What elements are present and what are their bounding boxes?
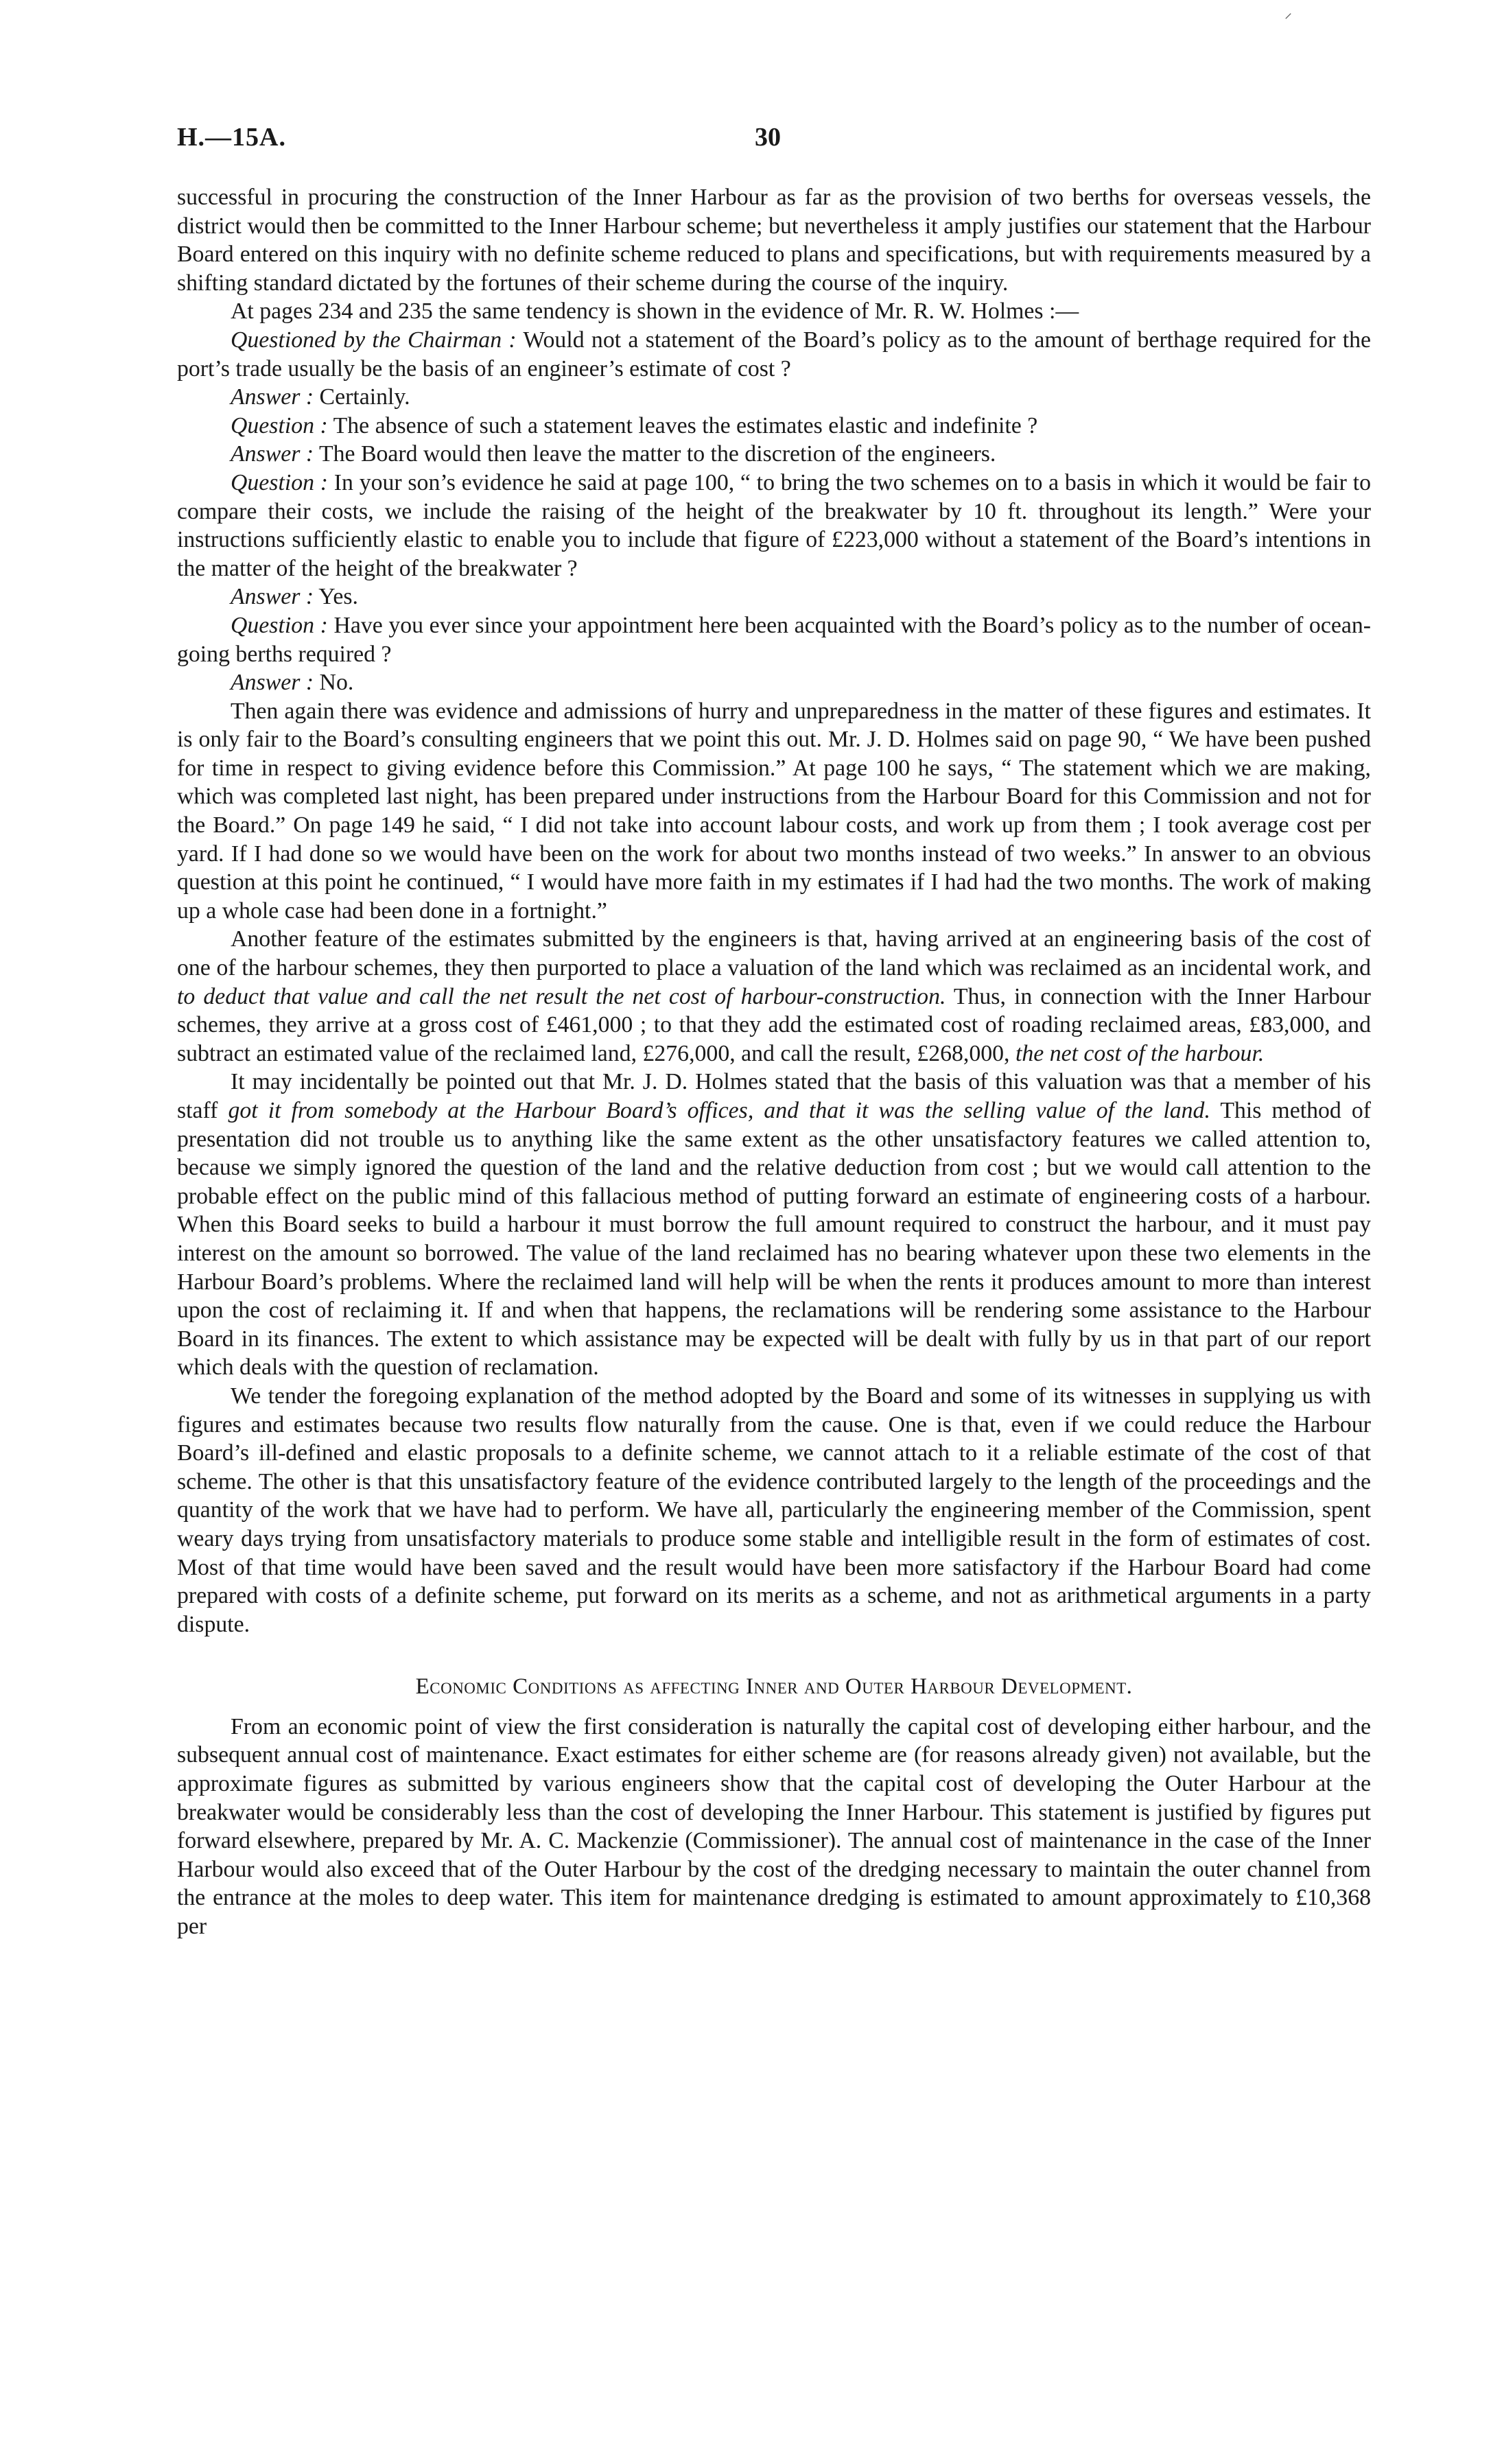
italic-text: Question :: [231, 469, 329, 495]
paragraph: [177, 925, 1371, 1068]
text-run: Another feature of the estimates submitted by the engineers is that, having arrived at an engineering basis of the cost of one of the harbour schemes, they then purported to place a valuation of the land which was reclaimed as an incidental work, and: [177, 926, 1371, 981]
paragraph: [177, 1713, 1371, 1941]
italic-text: Question :: [231, 612, 328, 638]
paragraph: [177, 1382, 1371, 1639]
italic-text: got it from somebody at the Harbour Board’s offices, and that it was the selling value of the land.: [228, 1098, 1210, 1123]
italic-text: Question :: [231, 412, 328, 438]
paragraph: [177, 611, 1371, 668]
text-run: Have you ever since your appointment here been acquainted with the Board’s policy as to the number of ocean-going berths required ?: [177, 612, 1371, 667]
text-run: This method of presentation did not trouble us to anything like the same extent as the other unsatisfactory features we called attention to, because we simply ignored the question of the land and the relative deduction from cost ; but we would call attention to the probable effect on the public mind of this fallacious method of putting forward an estimate of engineering costs of a harbour. When this Board seeks to build a harbour it must borrow the full amount required to construct the harbour, and it must pay interest on the amount so borrowed. The value of the land reclaimed has no bearing whatever upon these two elements in the Harbour Board’s problems. Where the reclaimed land will help will be when the rents it produces amount to more than interest upon the cost of reclaiming it. If and when that happens, the reclamations will be rendering some assistance to the Harbour Board in its finances. The extent to which assistance may be expected will be dealt with fully by us in that part of our report which deals with the question of reclamation.: [177, 1098, 1371, 1381]
italic-text: the net cost of the harbour.: [1015, 1040, 1265, 1066]
margin-mark: ⸍: [1284, 10, 1293, 27]
italic-text: Answer :: [231, 384, 314, 410]
paragraph: [177, 469, 1371, 583]
text-run: The absence of such a statement leaves the estimates elastic and indefinite ?: [327, 412, 1038, 438]
text-run: No.: [314, 670, 354, 696]
text-run: Thus, in connection with the Inner Harbour schemes, they arrive at a gross cost of £461,000 ; to that they add the estimated cost of roading reclaimed areas, £83,000, and subtract an estimated value of the reclaimed land, £276,000, and call the result, £268,000,: [177, 983, 1371, 1066]
paragraph: [177, 326, 1371, 383]
text-run: It may incidentally be pointed out that Mr. J. D. Holmes stated that the basis of this valuation was that a member of his staff: [177, 1069, 1371, 1123]
section-heading: [177, 1673, 1371, 1702]
italic-text: Questioned by the Chairman :: [231, 327, 517, 353]
text-run: From an economic point of view the first consideration is naturally the capital cost of developing either harbour, and the subsequent annual cost of maintenance. Exact estimates for either scheme are (for reasons already given) not available, but the approximate figures as submitted by various engineers show that the capital cost of developing the Outer Harbour at the breakwater would be considerably less than the cost of developing the Inner Harbour. This statement is justified by figures put forward elsewhere, prepared by Mr. A. C. Mackenzie (Commissioner). The annual cost of maintenance in the case of the Inner Harbour would also exceed that of the Outer Harbour by the cost of the dredging necessary to maintain the outer channel from the entrance at the moles to deep water. This item for maintenance dredging is estimated to amount approximately to £10,368 per: [177, 1713, 1371, 1940]
document-id: H.—15A.: [177, 123, 286, 152]
paragraph: [177, 1068, 1371, 1382]
italic-text: Answer :: [231, 441, 314, 467]
italic-text: Answer :: [231, 584, 314, 610]
page-number: 30: [755, 123, 781, 152]
body-text: [177, 183, 1371, 1941]
page-header: [177, 122, 1371, 163]
paragraph: [177, 440, 1371, 469]
paragraph: [177, 412, 1371, 441]
heading-text: Economic Conditions as affecting Inner and Outer Harbour Development.: [415, 1674, 1133, 1700]
text-run: Would not a statement of the Board’s policy as to the amount of berthage required for the port’s trade usually be the basis of an engineer’s estimate of cost ?: [177, 327, 1371, 382]
paragraph: [177, 668, 1371, 697]
italic-text: Answer :: [231, 670, 314, 696]
paragraph: [177, 697, 1371, 926]
text-run: Certainly.: [314, 384, 410, 410]
text-run: The Board would then leave the matter to the discretion of the engineers.: [314, 441, 996, 467]
text-run: In your son’s evidence he said at page 100, “ to bring the two schemes on to a basis in which it would be fair to compare their costs, we include the raising of the height of the breakwater by 10 ft. throughout its length.” Were your instructions sufficiently elastic to enable you to include that figure of £223,000 without a statement of the Board’s intentions in the matter of the height of the breakwater ?: [177, 469, 1371, 581]
text-run: We tender the foregoing explanation of the method adopted by the Board and some of its witnesses in supplying us with figures and estimates because two results flow naturally from the cause. One is that, even if we could reduce the Harbour Board’s ill-defined and elastic proposals to a definite scheme, we cannot attach to it a reliable estimate of the cost of that scheme. The other is that this unsatisfactory feature of the evidence contributed largely to the length of the proceedings and the quantity of the work that we have had to perform. We have all, particularly the engineering member of the Commission, spent weary days trying from unsatisfactory materials to produce some stable and intelligible result in the form of estimates of cost. Most of that time would have been saved and the result would have been more satisfactory if the Harbour Board had come prepared with costs of a definite scheme, put forward on its merits as a scheme, and not as arithmetical arguments in a party dispute.: [177, 1383, 1371, 1637]
text-run: Then again there was evidence and admissions of hurry and unpreparedness in the matter of these figures and estimates. It is only fair to the Board’s consulting engineers that we point this out. Mr. J. D. Holmes said on page 90, “ We have been pushed for time in respect to giving evidence before this Commission.” At page 100 he says, “ The statement which we are making, which was completed last night, has been prepared under instructions from the Harbour Board for this Commission and not for the Board.” On page 149 he said, “ I did not take into account labour costs, and work up from them ; I took average cost per yard. If I had done so we would have been on the work for about two months instead of two weeks.” In answer to an obvious question at this point he continued, “ I would have more faith in my estimates if I had had the two months. The work of making up a whole case had been done in a fortnight.”: [177, 698, 1371, 924]
text-run: successful in procuring the construction of the Inner Harbour as far as the provision of two berths for overseas vessels, the district would then be committed to the Inner Harbour scheme; but nevertheless it amply justifies our statement that the Harbour Board entered on this inquiry with no definite scheme reduced to plans and specifications, but with requirements measured by a shifting standard dictated by the fortunes of their scheme during the course of the inquiry.: [177, 185, 1371, 296]
paragraph: [177, 383, 1371, 412]
paragraph: [177, 297, 1371, 326]
paragraph: [177, 183, 1371, 297]
paragraph: [177, 583, 1371, 611]
italic-text: to deduct that value and call the net result the net cost of harbour-construction.: [177, 983, 946, 1009]
text-run: Yes.: [314, 584, 358, 610]
text-run: At pages 234 and 235 the same tendency is shown in the evidence of Mr. R. W. Holmes :—: [231, 298, 1079, 325]
